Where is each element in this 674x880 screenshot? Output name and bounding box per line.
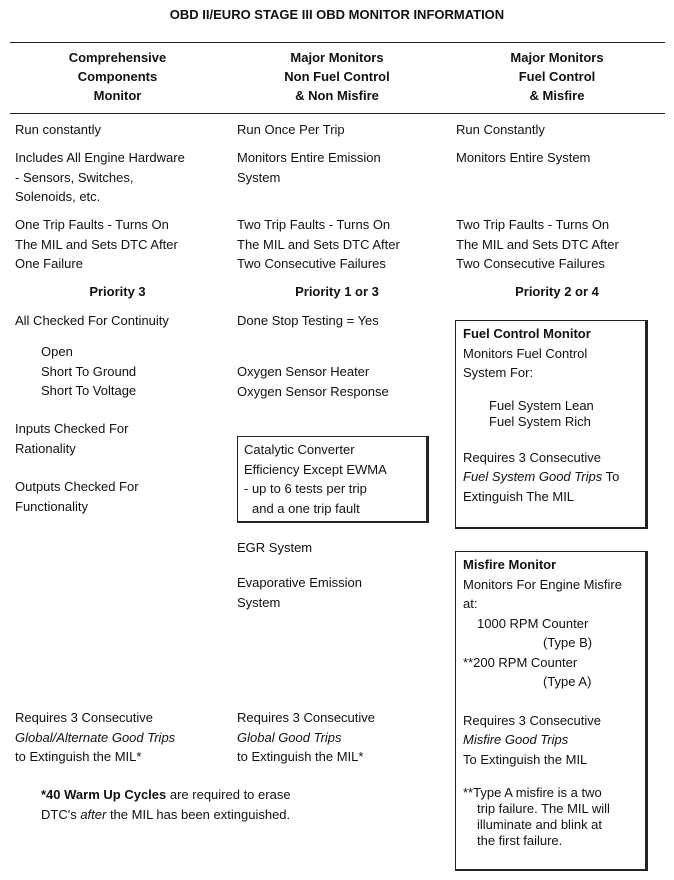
header-top-rule (10, 42, 665, 43)
type-a-misfire-note: **Type A misfire is a two trip failure. The MIL will illuminate and blink at the first failure. (463, 785, 610, 848)
col2-done-stop-testing: Done Stop Testing = Yes (237, 313, 379, 328)
column-header-non-fuel: Major Monitors Non Fuel Control & Non Misfire (284, 50, 390, 103)
col3-faults: Two Trip Faults - Turns On The MIL and Sets DTC After Two Consecutive Failures (456, 217, 619, 271)
catalytic-converter-box: Catalytic Converter Efficiency Except EWMA - up to 6 tests per trip and a one trip fault (237, 436, 429, 523)
warm-up-note: *40 Warm Up Cycles are required to erase DTC's after the MIL has been extinguished. (41, 787, 291, 822)
col1-continuity-checks: Open Short To Ground Short To Voltage (41, 344, 137, 398)
col1-outputs: Outputs Checked For Functionality (15, 479, 139, 514)
col2-oxygen-sensor: Oxygen Sensor Heater Oxygen Sensor Response (237, 364, 389, 399)
col2-run: Run Once Per Trip (237, 122, 345, 137)
col1-inputs: Inputs Checked For Rationality (15, 421, 129, 456)
col2-priority: Priority 1 or 3 (295, 284, 379, 299)
col2-monitors: Monitors Entire Emission System (237, 150, 381, 185)
col1-priority: Priority 3 (89, 284, 146, 299)
col1-requires: Requires 3 Consecutive Global/Alternate Good Trips to Extinguish the MIL* (15, 710, 176, 764)
col3-run: Run Constantly (456, 122, 545, 137)
col1-continuity: All Checked For Continuity (15, 313, 169, 328)
column-header-fuel-misfire: Major Monitors Fuel Control & Misfire (510, 50, 604, 103)
col2-evap: Evaporative Emission System (237, 575, 362, 610)
page-title: OBD II/EURO STAGE III OBD MONITOR INFORMATION (169, 7, 505, 22)
col2-egr: EGR System (237, 540, 313, 555)
column-header-comprehensive: Comprehensive Components Monitor (68, 50, 167, 103)
col3-priority: Priority 2 or 4 (515, 284, 599, 299)
col2-faults: Two Trip Faults - Turns On The MIL and Sets DTC After Two Consecutive Failures (237, 217, 400, 271)
fuel-control-monitor-box: Fuel Control Monitor Monitors Fuel Control System For: Fuel System Lean Fuel System Rich Requires 3 Consecutive Fuel System Good Trips To Extinguish The MIL (455, 320, 648, 529)
misfire-monitor-box: Misfire Monitor Monitors For Engine Misfire at: 1000 RPM Counter (Type B) **200 RPM Counter (Type A) Requires 3 Consecutive Misfire Good Trips To Extinguish the MIL **Type A misfire is a two trip failure. The MIL will illuminate and blink at the first failure. (455, 551, 648, 871)
col2-requires: Requires 3 Consecutive Global Good Trips to Extinguish the MIL* (237, 710, 376, 764)
col1-faults: One Trip Faults - Turns On The MIL and Sets DTC After One Failure (15, 217, 178, 271)
col1-run: Run constantly (15, 122, 101, 137)
col3-monitors: Monitors Entire System (456, 150, 591, 165)
header-bottom-rule (10, 113, 665, 114)
col1-includes: Includes All Engine Hardware - Sensors, Switches, Solenoids, etc. (15, 150, 185, 204)
